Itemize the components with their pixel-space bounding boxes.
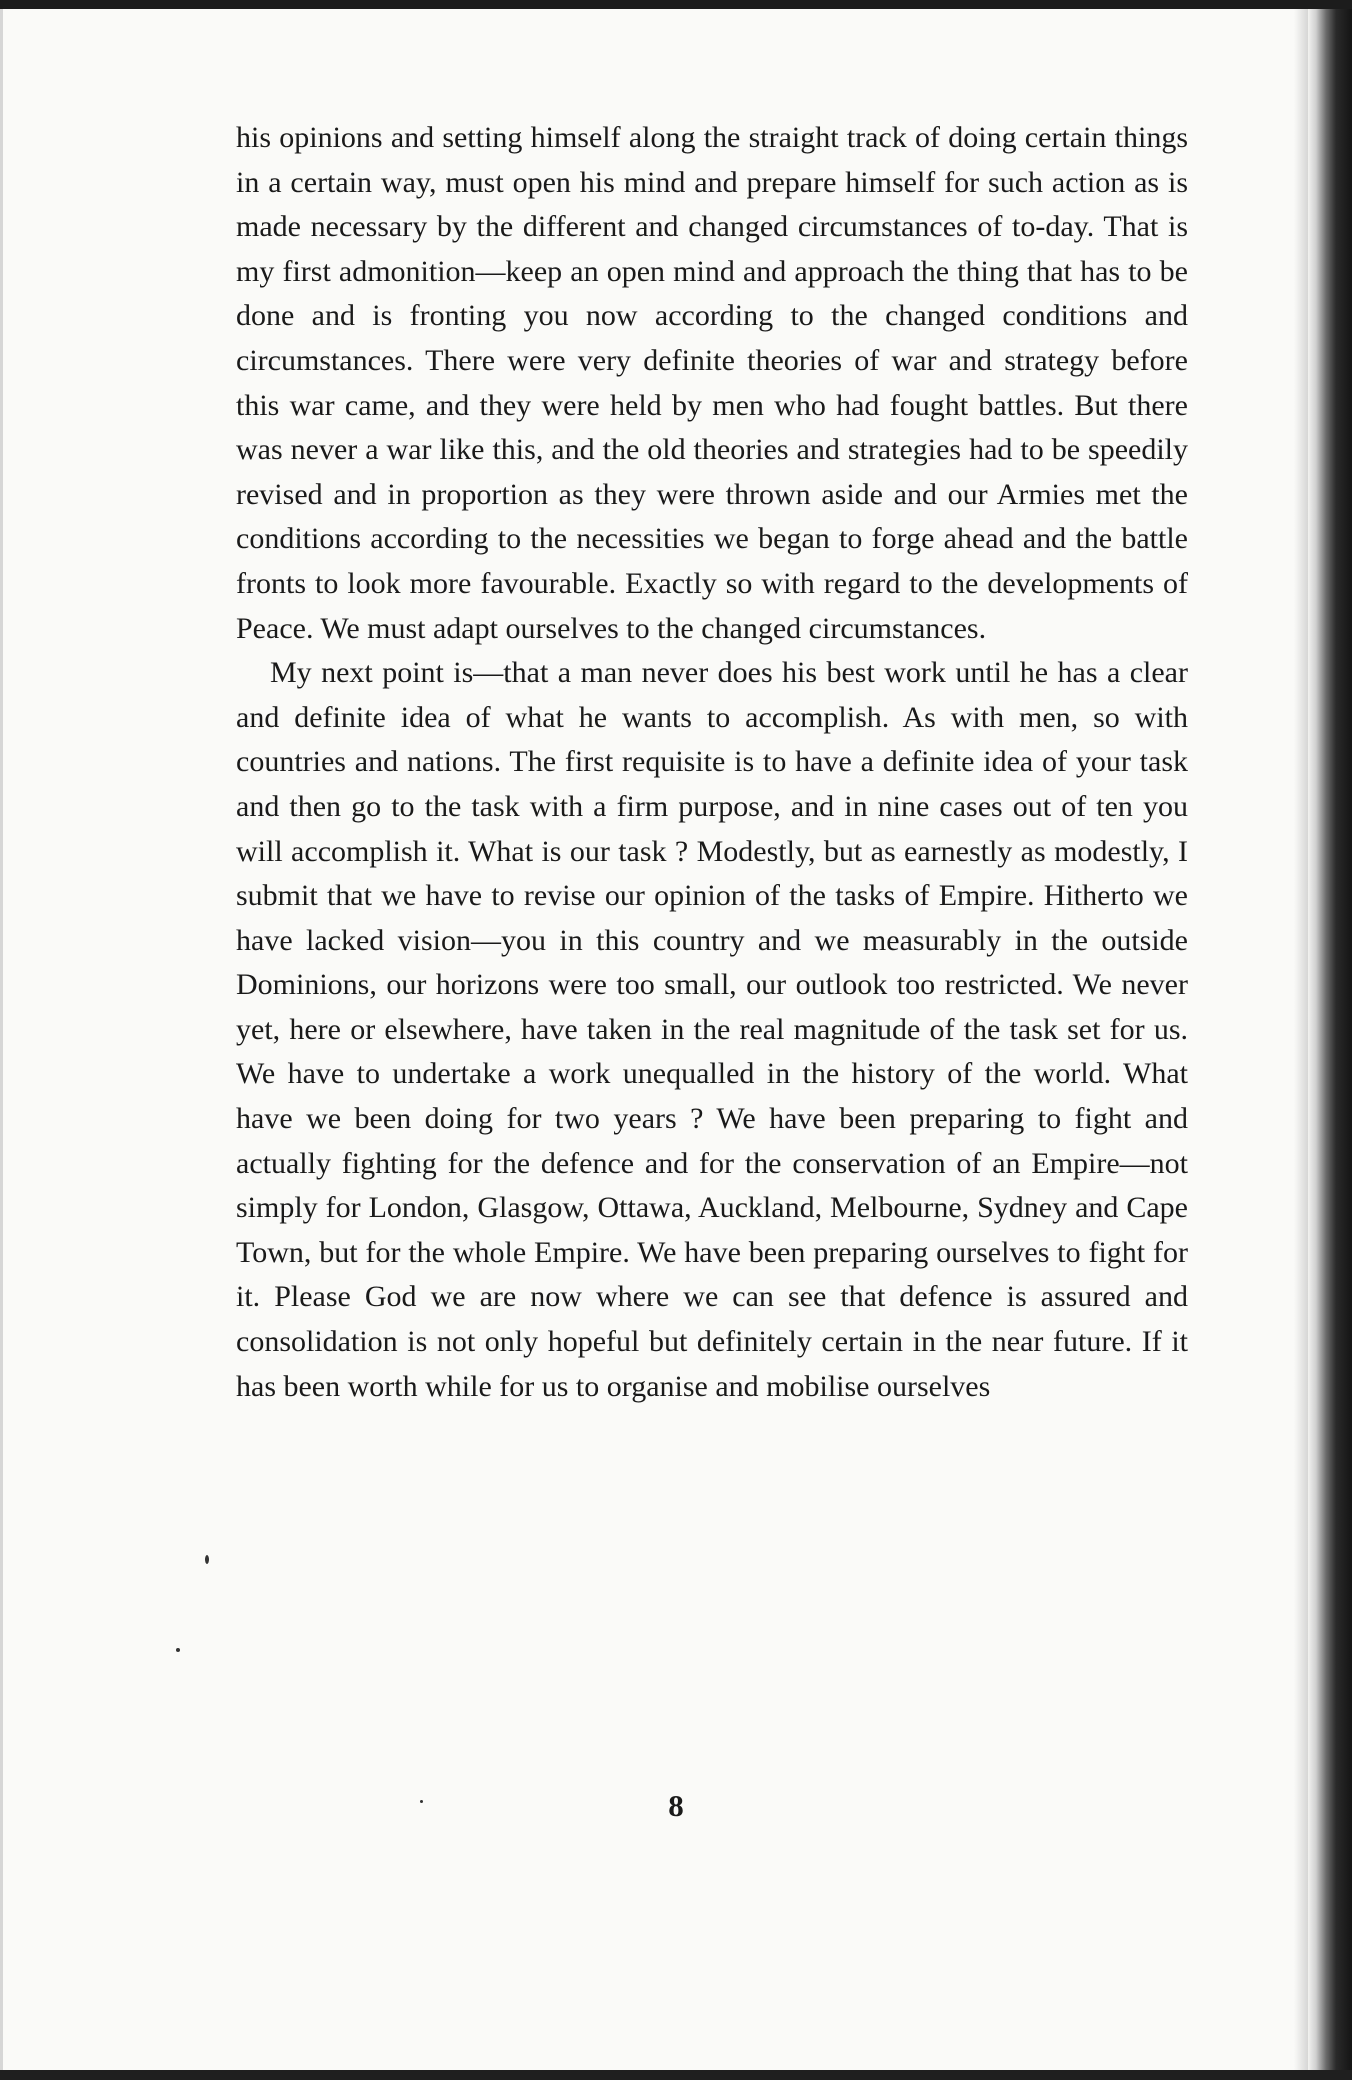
paragraph-continuation: his opinions and setting himself along the straight track of doing certain things in a certain way, must open his mind and prepare himself for such action as is made necessary by the different and changed circumstances of to-day. That is my first admonition—keep an open mind and approach the thing that has to be done and is fronting you now according to the changed conditions and circumstances. There were very definite theories of war and strategy before this war came, and they were held by men who had fought battles. But there was never a war like this, and the old theories and strategies had to be speedily revised and in proportion as they were thrown aside and our Armies met the conditions according to the necessities we began to forge ahead and the battle fronts to look more favourable. Exactly so with regard to the developments of Peace. We must adapt ourselves to the changed circumstances.	[236, 121, 1188, 645]
scan-top-border	[0, 0, 1352, 9]
body-text	[236, 116, 1188, 1409]
paragraph-next-point: My next point is—that a man never does his best work until he has a clear and definite idea of what he wants to accomplish. As with men, so with countries and nations. The first requisite is to have a definite idea of your task and then go to the task with a firm purpose, and in nine cases out of ten you will accomplish it. What is our task ? Modestly, but as earnestly as modestly, I submit that we have to revise our opinion of the tasks of Empire. Hitherto we have lacked vision—you in this country and we measurably in the outside Dominions, our horizons were too small, our outlook too restricted. We never yet, here or elsewhere, have taken in the real magnitude of the task set for us. We have to undertake a work unequalled in the history of the world. What have we been doing for two years ? We have been preparing to fight and actually fighting for the defence and for the conservation of an Empire—not simply for London, Glasgow, Ottawa, Auckland, Melbourne, Sydney and Cape Town, but for the whole Empire. We have been preparing ourselves to fight for it. Please God we are now where we can see that defence is assured and consolidation is not only hopeful but definitely certain in the near future. If it has been worth while for us to organise and mobilise ourselves	[236, 656, 1188, 1403]
scan-bottom-border	[0, 2070, 1352, 2080]
scan-speck	[176, 1648, 180, 1652]
page-number: 8	[668, 1788, 684, 1823]
scan-speck	[205, 1555, 209, 1564]
scan-left-edge	[0, 9, 3, 2070]
binding-shadow	[1308, 9, 1352, 2070]
page-curl-shade	[1294, 9, 1308, 2070]
